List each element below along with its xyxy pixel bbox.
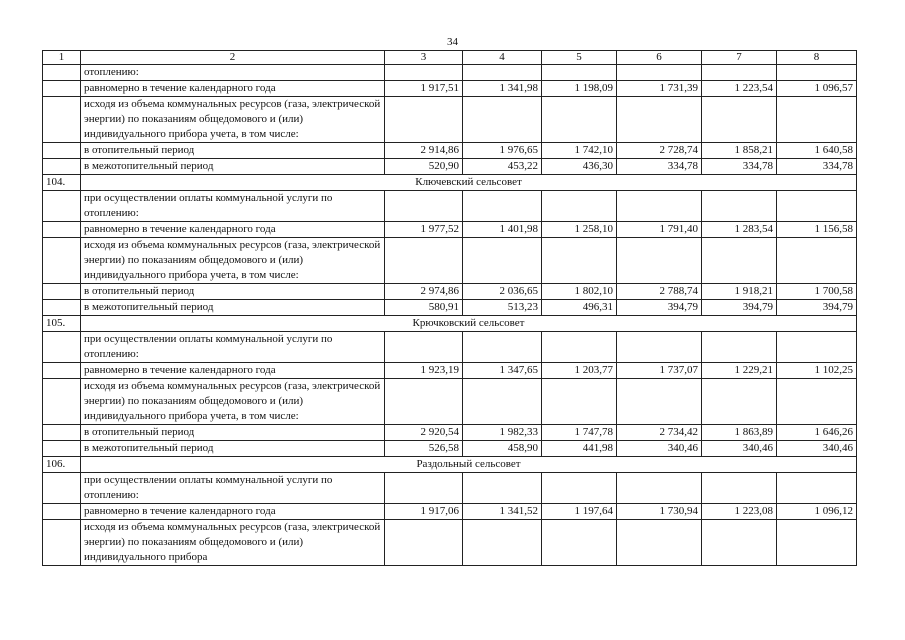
value-cell bbox=[463, 520, 542, 566]
value-cell: 340,46 bbox=[777, 441, 857, 457]
row-label: при осуществлении оплаты коммунальной услуги по отоплению: bbox=[81, 473, 385, 504]
value-cell: 1 156,58 bbox=[777, 222, 857, 238]
value-cell: 1 747,78 bbox=[542, 425, 617, 441]
row-number-cell bbox=[43, 425, 81, 441]
row-number-cell bbox=[43, 441, 81, 457]
row-number-cell bbox=[43, 284, 81, 300]
row-number-cell bbox=[43, 520, 81, 566]
value-cell bbox=[385, 238, 463, 284]
section-title: Раздольный сельсовет bbox=[81, 457, 857, 473]
value-cell bbox=[385, 191, 463, 222]
value-cell: 2 728,74 bbox=[617, 143, 702, 159]
value-cell bbox=[542, 238, 617, 284]
row-label: в межотопительный период bbox=[81, 159, 385, 175]
section-title: Крючковский сельсовет bbox=[81, 316, 857, 332]
row-number-cell bbox=[43, 332, 81, 363]
row-number-cell bbox=[43, 363, 81, 379]
row-label: равномерно в течение календарного года bbox=[81, 81, 385, 97]
value-cell bbox=[702, 238, 777, 284]
value-cell: 1 203,77 bbox=[542, 363, 617, 379]
column-number: 1 bbox=[43, 51, 81, 65]
row-number-cell bbox=[43, 143, 81, 159]
section-row bbox=[43, 175, 857, 191]
value-cell bbox=[777, 332, 857, 363]
table-body bbox=[43, 51, 857, 566]
section-title: Ключевский сельсовет bbox=[81, 175, 857, 191]
value-cell bbox=[542, 97, 617, 143]
value-cell bbox=[385, 65, 463, 81]
value-cell: 496,31 bbox=[542, 300, 617, 316]
value-cell: 394,79 bbox=[777, 300, 857, 316]
row-number-cell bbox=[43, 238, 81, 284]
value-cell: 441,98 bbox=[542, 441, 617, 457]
value-cell: 1 730,94 bbox=[617, 504, 702, 520]
value-cell bbox=[385, 379, 463, 425]
value-cell bbox=[702, 473, 777, 504]
value-cell: 1 223,54 bbox=[702, 81, 777, 97]
column-number: 6 bbox=[617, 51, 702, 65]
value-cell: 513,23 bbox=[463, 300, 542, 316]
value-cell: 340,46 bbox=[702, 441, 777, 457]
value-cell: 1 791,40 bbox=[617, 222, 702, 238]
value-cell: 2 920,54 bbox=[385, 425, 463, 441]
row-label: равномерно в течение календарного года bbox=[81, 363, 385, 379]
row-number-cell bbox=[43, 191, 81, 222]
value-cell: 334,78 bbox=[617, 159, 702, 175]
description-row bbox=[43, 65, 857, 81]
table-row bbox=[43, 81, 857, 97]
column-number: 4 bbox=[463, 51, 542, 65]
value-cell bbox=[463, 379, 542, 425]
description-row bbox=[43, 379, 857, 425]
page-number: 34 bbox=[447, 36, 458, 48]
value-cell: 580,91 bbox=[385, 300, 463, 316]
description-row bbox=[43, 473, 857, 504]
row-label: равномерно в течение календарного года bbox=[81, 504, 385, 520]
row-label: в межотопительный период bbox=[81, 441, 385, 457]
section-number: 105. bbox=[43, 316, 81, 332]
row-number-cell bbox=[43, 65, 81, 81]
value-cell bbox=[702, 191, 777, 222]
column-number: 2 bbox=[81, 51, 385, 65]
column-number: 3 bbox=[385, 51, 463, 65]
value-cell: 1 283,54 bbox=[702, 222, 777, 238]
row-label: при осуществлении оплаты коммунальной услуги по отоплению: bbox=[81, 191, 385, 222]
value-cell bbox=[617, 332, 702, 363]
value-cell bbox=[385, 473, 463, 504]
value-cell: 1 863,89 bbox=[702, 425, 777, 441]
value-cell: 1 640,58 bbox=[777, 143, 857, 159]
value-cell: 2 974,86 bbox=[385, 284, 463, 300]
value-cell bbox=[617, 238, 702, 284]
row-number-cell bbox=[43, 97, 81, 143]
value-cell bbox=[463, 97, 542, 143]
value-cell: 1 917,51 bbox=[385, 81, 463, 97]
value-cell: 1 229,21 bbox=[702, 363, 777, 379]
value-cell: 334,78 bbox=[777, 159, 857, 175]
value-cell bbox=[777, 238, 857, 284]
value-cell: 458,90 bbox=[463, 441, 542, 457]
row-number-cell bbox=[43, 159, 81, 175]
table-row bbox=[43, 222, 857, 238]
value-cell bbox=[777, 191, 857, 222]
section-row bbox=[43, 457, 857, 473]
row-label: отоплению: bbox=[81, 65, 385, 81]
value-cell bbox=[702, 65, 777, 81]
value-cell: 1 341,98 bbox=[463, 81, 542, 97]
value-cell: 526,58 bbox=[385, 441, 463, 457]
value-cell bbox=[385, 97, 463, 143]
value-cell: 394,79 bbox=[617, 300, 702, 316]
value-cell: 1 401,98 bbox=[463, 222, 542, 238]
row-label: в отопительный период bbox=[81, 143, 385, 159]
value-cell bbox=[463, 473, 542, 504]
value-cell bbox=[463, 191, 542, 222]
value-cell bbox=[542, 191, 617, 222]
column-number: 7 bbox=[702, 51, 777, 65]
row-number-cell bbox=[43, 300, 81, 316]
row-label: исходя из объема коммунальных ресурсов (газа, электрической энергии) по показаниям общедомового и (или) индивидуального прибора учета, в том числе: bbox=[81, 379, 385, 425]
value-cell: 1 917,06 bbox=[385, 504, 463, 520]
value-cell bbox=[617, 97, 702, 143]
value-cell: 1 102,25 bbox=[777, 363, 857, 379]
value-cell: 1 976,65 bbox=[463, 143, 542, 159]
row-label: исходя из объема коммунальных ресурсов (газа, электрической энергии) по показаниям общедомового и (или) индивидуального прибора bbox=[81, 520, 385, 566]
value-cell bbox=[617, 473, 702, 504]
value-cell bbox=[542, 520, 617, 566]
value-cell: 1 198,09 bbox=[542, 81, 617, 97]
table-row bbox=[43, 159, 857, 175]
value-cell: 1 858,21 bbox=[702, 143, 777, 159]
value-cell bbox=[463, 332, 542, 363]
row-label: в межотопительный период bbox=[81, 300, 385, 316]
value-cell bbox=[702, 379, 777, 425]
value-cell: 1 096,12 bbox=[777, 504, 857, 520]
value-cell bbox=[617, 379, 702, 425]
row-label: в отопительный период bbox=[81, 425, 385, 441]
table-row bbox=[43, 425, 857, 441]
tariff-table bbox=[42, 50, 857, 566]
column-number: 5 bbox=[542, 51, 617, 65]
table-row bbox=[43, 441, 857, 457]
value-cell: 1 197,64 bbox=[542, 504, 617, 520]
table-row bbox=[43, 284, 857, 300]
description-row bbox=[43, 97, 857, 143]
value-cell bbox=[617, 65, 702, 81]
table-row bbox=[43, 363, 857, 379]
column-number: 8 bbox=[777, 51, 857, 65]
row-label: равномерно в течение календарного года bbox=[81, 222, 385, 238]
row-number-cell bbox=[43, 222, 81, 238]
column-number-row bbox=[43, 51, 857, 65]
value-cell bbox=[542, 332, 617, 363]
row-label: исходя из объема коммунальных ресурсов (газа, электрической энергии) по показаниям общедомового и (или) индивидуального прибора учета, в том числе: bbox=[81, 97, 385, 143]
value-cell: 2 914,86 bbox=[385, 143, 463, 159]
row-number-cell bbox=[43, 379, 81, 425]
value-cell: 1 096,57 bbox=[777, 81, 857, 97]
value-cell: 1 923,19 bbox=[385, 363, 463, 379]
value-cell bbox=[542, 379, 617, 425]
row-label: в отопительный период bbox=[81, 284, 385, 300]
value-cell: 1 742,10 bbox=[542, 143, 617, 159]
description-row bbox=[43, 191, 857, 222]
row-number-cell bbox=[43, 81, 81, 97]
value-cell bbox=[542, 65, 617, 81]
value-cell bbox=[777, 520, 857, 566]
value-cell: 2 788,74 bbox=[617, 284, 702, 300]
value-cell: 1 731,39 bbox=[617, 81, 702, 97]
value-cell: 436,30 bbox=[542, 159, 617, 175]
value-cell bbox=[702, 520, 777, 566]
value-cell: 1 347,65 bbox=[463, 363, 542, 379]
value-cell bbox=[777, 473, 857, 504]
value-cell: 1 646,26 bbox=[777, 425, 857, 441]
value-cell bbox=[542, 473, 617, 504]
value-cell: 520,90 bbox=[385, 159, 463, 175]
value-cell bbox=[463, 65, 542, 81]
row-number-cell bbox=[43, 473, 81, 504]
value-cell: 2 734,42 bbox=[617, 425, 702, 441]
value-cell bbox=[463, 238, 542, 284]
row-label: исходя из объема коммунальных ресурсов (газа, электрической энергии) по показаниям общедомового и (или) индивидуального прибора учета, в том числе: bbox=[81, 238, 385, 284]
value-cell: 1 700,58 bbox=[777, 284, 857, 300]
table-row bbox=[43, 143, 857, 159]
section-number: 106. bbox=[43, 457, 81, 473]
value-cell bbox=[617, 520, 702, 566]
value-cell: 334,78 bbox=[702, 159, 777, 175]
value-cell bbox=[617, 191, 702, 222]
value-cell bbox=[777, 97, 857, 143]
table-row bbox=[43, 504, 857, 520]
value-cell: 1 341,52 bbox=[463, 504, 542, 520]
value-cell: 1 982,33 bbox=[463, 425, 542, 441]
row-label: при осуществлении оплаты коммунальной услуги по отоплению: bbox=[81, 332, 385, 363]
value-cell: 1 977,52 bbox=[385, 222, 463, 238]
value-cell: 1 918,21 bbox=[702, 284, 777, 300]
value-cell: 1 258,10 bbox=[542, 222, 617, 238]
table-row bbox=[43, 300, 857, 316]
section-row bbox=[43, 316, 857, 332]
value-cell: 453,22 bbox=[463, 159, 542, 175]
value-cell bbox=[702, 332, 777, 363]
description-row bbox=[43, 332, 857, 363]
value-cell: 1 223,08 bbox=[702, 504, 777, 520]
value-cell: 394,79 bbox=[702, 300, 777, 316]
value-cell bbox=[385, 332, 463, 363]
value-cell bbox=[777, 65, 857, 81]
section-number: 104. bbox=[43, 175, 81, 191]
description-row bbox=[43, 520, 857, 566]
value-cell: 340,46 bbox=[617, 441, 702, 457]
value-cell bbox=[702, 97, 777, 143]
value-cell: 2 036,65 bbox=[463, 284, 542, 300]
value-cell bbox=[385, 520, 463, 566]
value-cell: 1 737,07 bbox=[617, 363, 702, 379]
value-cell: 1 802,10 bbox=[542, 284, 617, 300]
description-row bbox=[43, 238, 857, 284]
value-cell bbox=[777, 379, 857, 425]
row-number-cell bbox=[43, 504, 81, 520]
